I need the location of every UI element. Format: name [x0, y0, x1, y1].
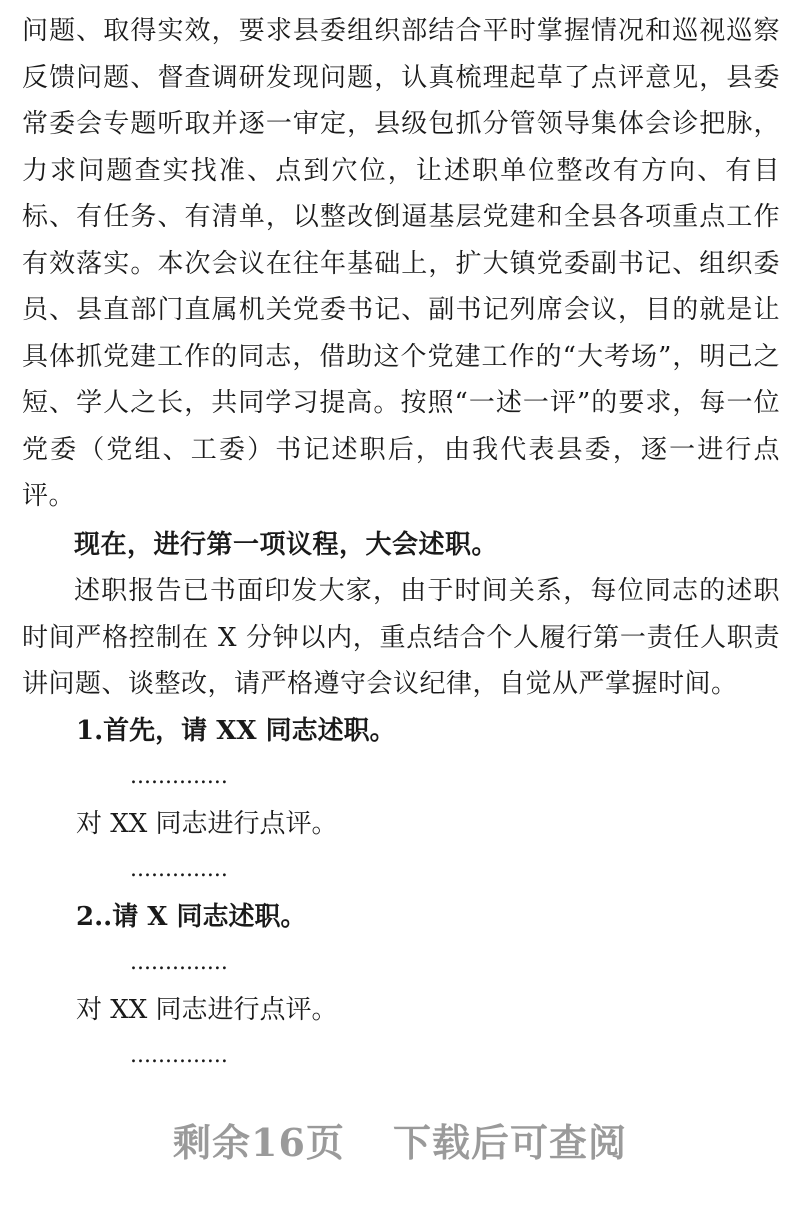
- ellipsis-line: ..............: [130, 857, 228, 882]
- paragraph-instructions: 述职报告已书面印发大家，由于时间关系，每位同志的述职时间严格控制在 X 分钟以内，重点结合个人履行第一责任人职责讲问题、谈整改，请严格遵守会议纪律，自觉从严掌握时间。: [22, 576, 780, 699]
- item-1-review: 对 XX 同志进行点评。: [76, 808, 338, 839]
- paragraph-intro: 问题、取得实效，要求县委组织部结合平时掌握情况和巡视巡察反馈问题、督查调研发现问题，认真梳理起草了点评意见，县委常委会专题听取并逐一审定，县级包抓分管领导集体会诊把脉，力求问题查实找准、点到穴位，让述职单位整改有方向、有目标、有任务、有清单，以整改倒逼基层党建和全县各项重点工作有效落实。本次会议在往年基础上，扩大镇党委副书记、组织委员、县直部门直属机关党委书记、副书记列席会议，目的就是让具体抓党建工作的同志，借助这个党建工作的“大考场”，明己之短、学人之长，共同学习提高。按照“一述一评”的要求，每一位党委（党组、工委）书记述职后，由我代表县委，逐一进行点评。: [22, 16, 780, 511]
- ellipsis-line: ..............: [130, 950, 228, 975]
- download-banner[interactable]: [0, 1112, 800, 1167]
- remaining-pages-label: 剩余16页: [173, 1120, 345, 1165]
- item-1-heading: 1.首先，请 XX 同志述职。: [76, 715, 396, 746]
- download-hint-label: 下载后可查阅: [392, 1120, 627, 1165]
- ellipsis-line: ..............: [130, 1043, 228, 1068]
- item-2-review: 对 XX 同志进行点评。: [76, 994, 338, 1025]
- item-2-heading: 2..请 X 同志述职。: [76, 901, 307, 932]
- document-body: [22, 0, 780, 1080]
- ellipsis-line: ..............: [130, 764, 228, 789]
- agenda-heading: 现在，进行第一项议程，大会述职。: [74, 529, 499, 560]
